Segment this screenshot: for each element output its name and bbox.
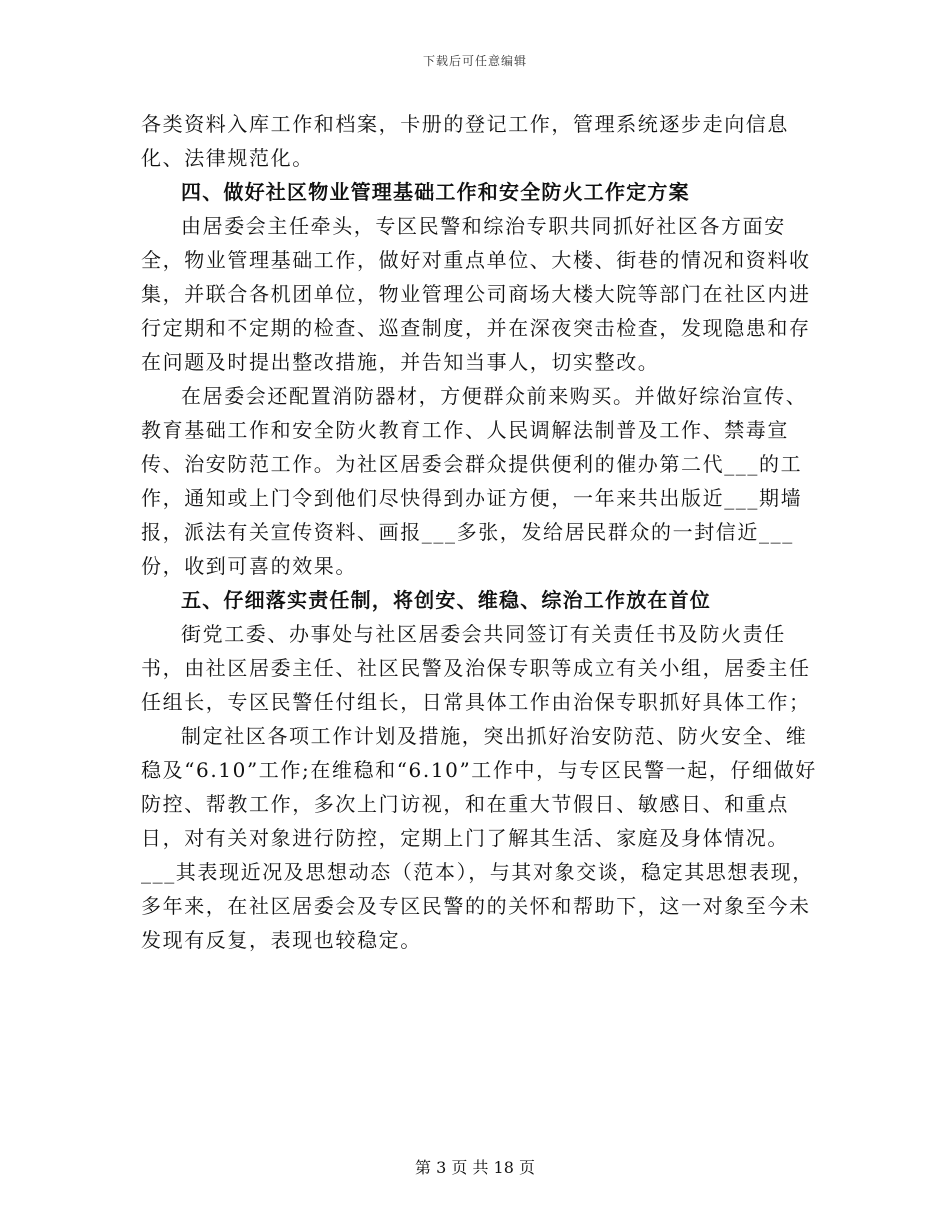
paragraph-property-management: 由居委会主任牵头，专区民警和综治专职共同抓好社区各方面安全，物业管理基础工作，做好对重点单位、大楼、街巷的情况和资料收集，并联合各机团单位，物业管理公司商场大楼大院等部门在社区内进行定期和不定期的检查、巡查制度，并在深夜突击检查，发现隐患和存在问题及时提出整改措施，并告知当事人，切实整改。 <box>141 214 811 374</box>
paragraph-work-plan: 制定社区各项工作计划及措施，突出抓好治安防范、防火安全、维稳及“6.10”工作;在维稳和“6.10”工作中，与专区民警一起，仔细做好防控、帮教工作，多次上门访视，和在重大节假日、敏感日、和重点日，对有关对象进行防控，定期上门了解其生活、家庭及身体情况。___其表现近况及思想动态（范本），与其对象交谈，稳定其思想表现，多年来，在社区居委会及专区民警的的关怀和帮助下，这一对象至今未发现有反复，表现也较稳定。 <box>141 724 817 952</box>
document-body <box>141 107 821 957</box>
paragraph-fire-equipment: 在居委会还配置消防器材，方便群众前来购买。并做好综治宣传、教育基础工作和安全防火教育工作、人民调解法制普及工作、禁毒宣传、治安防范工作。为社区居委会群众提供便利的催办第二代___的工作，通知或上门令到他们尽快得到办证方便，一年来共出版近___期墙报，派法有关宣传资料、画报___多张，发给居民群众的一封信近___份，收到可喜的效果。 <box>141 384 808 578</box>
page-number: 第 3 页 共 18 页 <box>415 1158 535 1177</box>
paragraph-responsibility: 街党工委、办事处与社区居委会共同签订有关责任书及防火责任书，由社区居委主任、社区民警及治保专职等成立有关小组，居委主任任组长，专区民警任付组长，日常具体工作由治保专职抓好具体工作； <box>141 622 811 714</box>
section-heading-5: 五、仔细落实责任制，将创安、维稳、综治工作放在首位 <box>181 588 711 612</box>
page-header: 下载后可任意编辑 <box>422 54 527 68</box>
section-heading-4: 四、做好社区物业管理基础工作和安全防火工作定方案 <box>181 180 690 204</box>
paragraph-continuation: 各类资料入库工作和档案，卡册的登记工作，管理系统逐步走向信息化、法律规范化。 <box>141 112 789 170</box>
